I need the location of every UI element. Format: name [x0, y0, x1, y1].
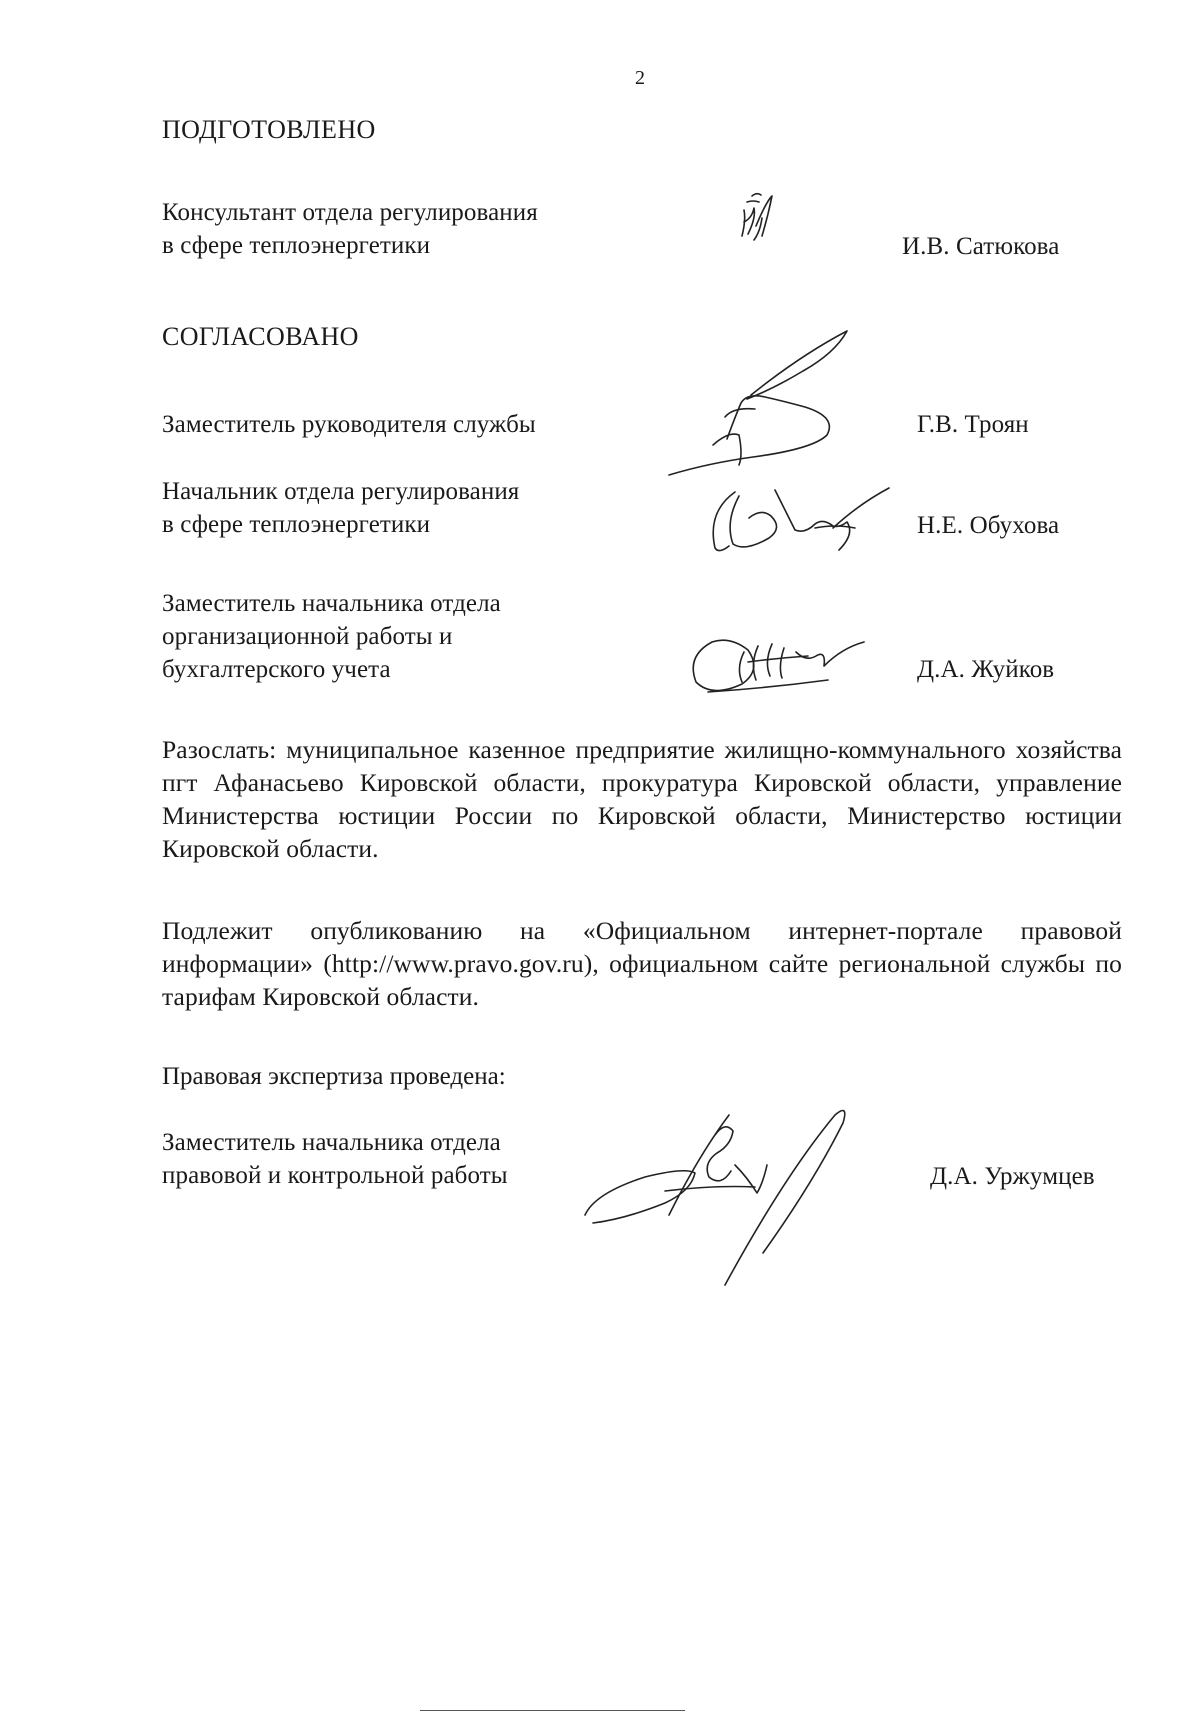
prepared-signatory-name: И.В. Сатюкова [902, 233, 1060, 260]
position-line: Заместитель начальника отдела [162, 590, 501, 617]
agreed-position-deputy-head [162, 408, 632, 441]
signature-troyan [665, 325, 905, 485]
position-line: бухгалтерского учета [162, 656, 391, 683]
signature-obukhova [705, 480, 905, 560]
signature-zhuykov [688, 632, 888, 702]
signature-satyukova [730, 188, 790, 258]
legal-review-position [162, 1126, 632, 1192]
agreed-signatory-name: Н.Е. Обухова [917, 512, 1060, 539]
position-line: Начальник отдела регулирования [162, 478, 520, 505]
position-line: в сфере теплоэнергетики [162, 232, 431, 259]
bottom-divider [420, 1710, 685, 1711]
agreed-position-head-heat [162, 475, 632, 541]
position-line: в сфере теплоэнергетики [162, 511, 431, 538]
distribution-paragraph: Разослать: муниципальное казенное предприятие жилищно-коммунального хозяйства пгт Афанасьево Кировской области, прокуратура Кировской области, управление Министерства юстиции России по Кировской области, Министерство юстиции Кировской области. [162, 735, 1122, 863]
position-line: правовой и контрольной работы [162, 1162, 508, 1189]
position-line: Консультант отдела регулирования [162, 199, 538, 226]
signature-urzhumtsev [575, 1095, 915, 1295]
agreed-position-deputy-org [162, 587, 632, 686]
position-line: Заместитель начальника отдела [162, 1129, 501, 1156]
agreed-signatory-name: Г.В. Троян [917, 411, 1029, 438]
position-line: организационной работы и [162, 623, 453, 650]
position-line: Заместитель руководителя службы [162, 411, 536, 438]
page-number: 2 [634, 67, 646, 89]
publication-paragraph: Подлежит опубликованию на «Официальном интернет-портале правовой информации» (http://www.pravo.gov.ru), официальном сайте региональной службы по тарифам Кировской области. [162, 916, 1122, 1011]
legal-review-heading: Правовая экспертиза проведена: [162, 1063, 506, 1090]
prepared-heading: ПОДГОТОВЛЕНО [162, 115, 376, 144]
agreed-heading: СОГЛАСОВАНО [162, 322, 359, 351]
legal-review-signatory-name: Д.А. Уржумцев [930, 1163, 1095, 1190]
agreed-signatory-name: Д.А. Жуйков [917, 656, 1055, 683]
prepared-position [162, 196, 632, 262]
